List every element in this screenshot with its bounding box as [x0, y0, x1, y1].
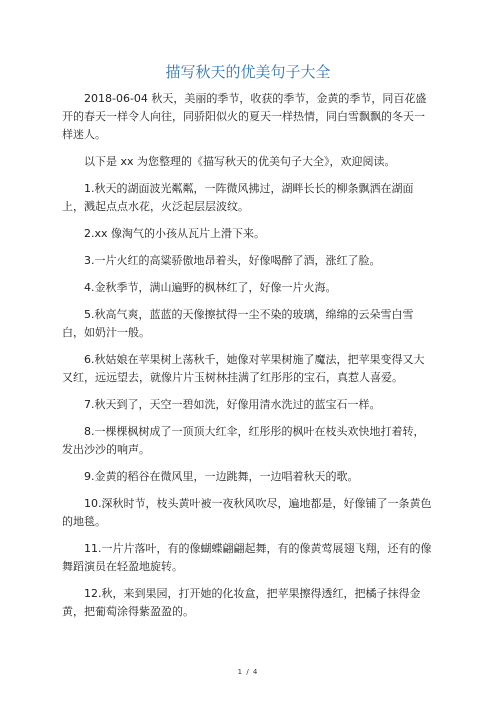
- paragraph-item-10: 10.深秋时节，枝头黄叶被一夜秋风吹尽，遍地都是，好像铺了一条黄色的地毯。: [62, 497, 432, 528]
- paragraph-intro: 2018-06-04 秋天，美丽的季节，收获的季节，金黄的季节，同百花盛开的春天一样令人向往，同骄阳似火的夏天一样热情，同白雪飘飘的冬天一样迷人。: [62, 92, 427, 141]
- document-title: 描写秋天的优美句子大全: [165, 63, 331, 81]
- document-body: [62, 90, 434, 630]
- paragraph-item-3: 3.一片火红的高粱骄傲地昂着头，好像喝醉了酒，涨红了脸。: [84, 254, 381, 267]
- paragraph-item-8: 8.一棵棵枫树成了一顶顶大红伞，红彤彤的枫叶在枝头欢快地打着转，发出沙沙的响声。: [62, 425, 425, 456]
- paragraph-item-5: 5.秋高气爽，蓝蓝的天像擦拭得一尘不染的玻璃，绵绵的云朵雪白雪白，如奶汁一般。: [62, 308, 414, 339]
- paragraph-item-6: 6.秋姑娘在苹果树上荡秋千，她像对苹果树施了魔法，把苹果变得又大又红，远远望去，就像片片玉树林挂满了红彤彤的宝石，真惹人喜爱。: [62, 353, 425, 384]
- paragraph-preface: 以下是 xx 为您整理的《描写秋天的优美句子大全》，欢迎阅读。: [84, 155, 396, 168]
- paragraph-item-11: 11.一片片落叶，有的像蝴蝶翩翩起舞，有的像黄莺展翅飞翔，还有的像舞蹈演员在轻盈地旋转。: [62, 542, 432, 573]
- paragraph-item-12: 12.秋，来到果园，打开她的化妆盒，把苹果擦得透红，把橘子抹得金黄，把葡萄涂得紫盈盈的。: [62, 587, 421, 618]
- page-number: 1 / 4: [237, 668, 259, 676]
- paragraph-item-4: 4.金秋季节，满山遍野的枫林红了，好像一片火海。: [84, 281, 337, 294]
- paragraph-item-1: 1.秋天的湖面波光粼粼，一阵微风拂过，湖畔长长的柳条飘洒在湖面上，溅起点点水花，火泛起层层波纹。: [62, 182, 414, 213]
- paragraph-item-2: 2.xx 像淘气的小孩从瓦片上滑下来。: [84, 227, 266, 240]
- paragraph-item-9: 9.金黄的稻谷在微风里，一边跳舞，一边唱着秋天的歌。: [84, 470, 359, 483]
- paragraph-item-7: 7.秋天到了，天空一碧如洗，好像用清水洗过的蓝宝石一样。: [84, 398, 381, 411]
